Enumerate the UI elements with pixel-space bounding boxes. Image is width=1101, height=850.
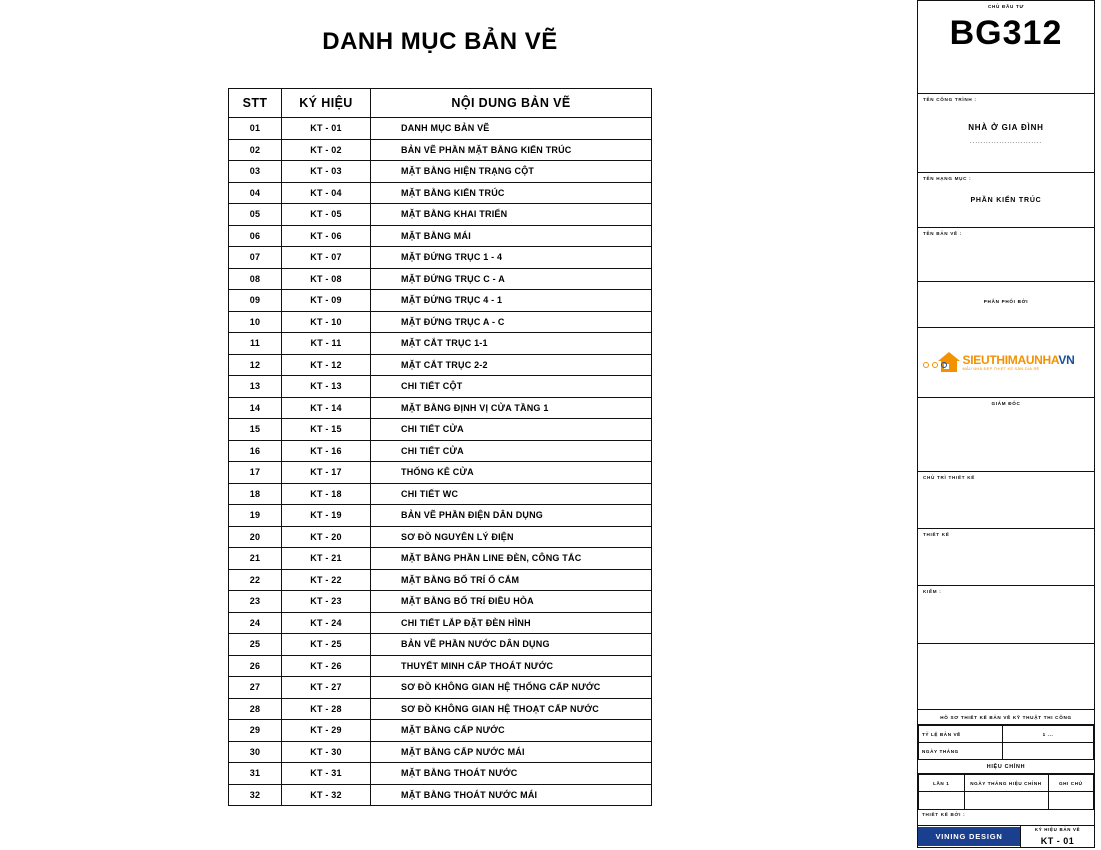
wheel-icon-3 xyxy=(941,362,947,368)
cell-symbol: KT - 30 xyxy=(282,741,371,763)
cell-stt: 19 xyxy=(229,505,282,527)
cell-symbol: KT - 22 xyxy=(282,569,371,591)
table-row xyxy=(229,354,652,376)
cell-symbol: KT - 10 xyxy=(282,311,371,333)
cell-description: CHI TIẾT LẮP ĐẶT ĐÈN HÌNH xyxy=(371,612,652,634)
cell-symbol: KT - 14 xyxy=(282,397,371,419)
table-row xyxy=(229,741,652,763)
item-name: PHẦN KIẾN TRÚC xyxy=(970,197,1042,204)
logo-subtitle: MẪU NHÀ ĐẸP THIẾT KẾ SÂN GIÁ RẺ xyxy=(962,365,1040,371)
checker-label: KIỂM : xyxy=(923,589,942,594)
cell-description: THUYẾT MINH CẤP THOÁT NƯỚC xyxy=(371,655,652,677)
cell-stt: 11 xyxy=(229,333,282,355)
cell-symbol: KT - 11 xyxy=(282,333,371,355)
revision-table xyxy=(918,774,1094,810)
designer-cell xyxy=(918,529,1094,586)
cell-stt: 06 xyxy=(229,225,282,247)
table-row xyxy=(229,462,652,484)
table-body xyxy=(229,118,652,806)
cell-stt: 22 xyxy=(229,569,282,591)
scale-row xyxy=(919,726,1094,743)
cell-symbol: KT - 06 xyxy=(282,225,371,247)
cell-symbol: KT - 26 xyxy=(282,655,371,677)
logo-wheels xyxy=(923,362,947,368)
table-row xyxy=(229,311,652,333)
table-row xyxy=(229,569,652,591)
cell-stt: 30 xyxy=(229,741,282,763)
cell-symbol: KT - 29 xyxy=(282,720,371,742)
cell-symbol: KT - 13 xyxy=(282,376,371,398)
revision-col-note: GHI CHÚ xyxy=(1048,775,1094,792)
table-header-row xyxy=(229,89,652,118)
cell-description: DANH MỤC BẢN VẼ xyxy=(371,118,652,140)
table-row xyxy=(229,720,652,742)
table-row xyxy=(229,612,652,634)
title-block xyxy=(917,0,1095,848)
cell-description: SƠ ĐỒ KHÔNG GIAN HỆ THỐNG CẤP NƯỚC xyxy=(371,677,652,699)
cell-description: SƠ ĐỒ NGUYÊN LÝ ĐIỆN xyxy=(371,526,652,548)
drawing-list-table xyxy=(228,88,652,806)
cell-stt: 14 xyxy=(229,397,282,419)
cell-description: MẶT CẮT TRỤC 1-1 xyxy=(371,333,652,355)
cell-stt: 27 xyxy=(229,677,282,699)
cell-stt: 08 xyxy=(229,268,282,290)
cell-symbol: KT - 02 xyxy=(282,139,371,161)
table-row xyxy=(229,591,652,613)
checker-cell xyxy=(918,586,1094,644)
cell-description: MẶT BẰNG CẤP NƯỚC xyxy=(371,720,652,742)
cell-symbol: KT - 24 xyxy=(282,612,371,634)
cell-stt: 28 xyxy=(229,698,282,720)
cell-description: MẶT BẰNG THOÁT NƯỚC xyxy=(371,763,652,785)
cell-description: MẶT ĐỨNG TRỤC 1 - 4 xyxy=(371,247,652,269)
cell-description: MẶT ĐỨNG TRỤC 4 - 1 xyxy=(371,290,652,312)
cell-stt: 16 xyxy=(229,440,282,462)
cell-symbol: KT - 28 xyxy=(282,698,371,720)
cell-symbol: KT - 19 xyxy=(282,505,371,527)
date-row xyxy=(919,743,1094,760)
table-row xyxy=(229,655,652,677)
cell-stt: 03 xyxy=(229,161,282,183)
cell-stt: 25 xyxy=(229,634,282,656)
revision-date-value xyxy=(964,792,1048,810)
profile-cell xyxy=(918,710,1094,725)
cell-description: MẶT BẰNG THOÁT NƯỚC MÁI xyxy=(371,784,652,806)
table-row xyxy=(229,376,652,398)
cell-symbol: KT - 01 xyxy=(282,118,371,140)
cell-symbol: KT - 12 xyxy=(282,354,371,376)
lead-designer-label: CHỦ TRÌ THIẾT KẾ xyxy=(923,475,976,480)
cell-stt: 29 xyxy=(229,720,282,742)
table-row xyxy=(229,182,652,204)
cell-stt: 07 xyxy=(229,247,282,269)
table-row xyxy=(229,440,652,462)
company-name: VINING DESIGN xyxy=(918,827,1020,846)
table-row xyxy=(229,290,652,312)
cell-description: CHI TIẾT CỘT xyxy=(371,376,652,398)
cell-symbol: KT - 17 xyxy=(282,462,371,484)
cell-description: SƠ ĐỒ KHÔNG GIAN HỆ THOẠT CẤP NƯỚC xyxy=(371,698,652,720)
revision-col-no: LẦN 1 xyxy=(919,775,965,792)
table-row xyxy=(229,548,652,570)
cell-symbol: KT - 05 xyxy=(282,204,371,226)
column-header-stt: STT xyxy=(229,89,282,118)
project-label: TÊN CÔNG TRÌNH : xyxy=(923,97,977,102)
table-row xyxy=(229,634,652,656)
date-label: NGÀY THÁNG xyxy=(919,743,1003,760)
sheet-code-label: KÝ HIỆU BẢN VẼ xyxy=(1034,827,1081,832)
table-row xyxy=(229,677,652,699)
cell-symbol: KT - 21 xyxy=(282,548,371,570)
revision-col-date: NGÀY THÁNG HIỆU CHỈNH xyxy=(964,775,1048,792)
cell-stt: 17 xyxy=(229,462,282,484)
profile-label: HỒ SƠ THIẾT KẾ BẢN VẼ KỸ THUẬT THI CÔNG xyxy=(940,715,1072,720)
table-row xyxy=(229,268,652,290)
cell-stt: 09 xyxy=(229,290,282,312)
table-row xyxy=(229,483,652,505)
cell-description: MẶT BẰNG PHẦN LINE ĐÈN, CÔNG TẮC xyxy=(371,548,652,570)
cell-description: CHI TIẾT CỬA xyxy=(371,419,652,441)
owner-cell xyxy=(918,1,1094,94)
distribution-label: PHÂN PHỐI BỞI xyxy=(983,299,1029,304)
table-row xyxy=(229,161,652,183)
cell-stt: 32 xyxy=(229,784,282,806)
distribution-cell xyxy=(918,282,1094,328)
revision-note-value xyxy=(1048,792,1094,810)
cell-symbol: KT - 25 xyxy=(282,634,371,656)
cell-symbol: KT - 18 xyxy=(282,483,371,505)
cell-description: MẶT ĐỨNG TRỤC A - C xyxy=(371,311,652,333)
cell-symbol: KT - 15 xyxy=(282,419,371,441)
table-row xyxy=(229,698,652,720)
item-cell xyxy=(918,173,1094,228)
cell-description: MẶT CẮT TRỤC 2-2 xyxy=(371,354,652,376)
sheet-code-value: KT - 01 xyxy=(1040,836,1075,846)
cell-description: MẶT BẰNG KHAI TRIỂN xyxy=(371,204,652,226)
sheet-code-cell xyxy=(1021,826,1094,847)
cell-description: MẶT ĐỨNG TRỤC C - A xyxy=(371,268,652,290)
cell-description: MẶT BẰNG BỐ TRÍ ĐIỀU HÒA xyxy=(371,591,652,613)
cell-description: MẶT BẰNG CẤP NƯỚC MÁI xyxy=(371,741,652,763)
cell-symbol: KT - 03 xyxy=(282,161,371,183)
cell-symbol: KT - 16 xyxy=(282,440,371,462)
column-header-description: NỘI DUNG BẢN VẼ xyxy=(371,89,652,118)
cell-stt: 24 xyxy=(229,612,282,634)
cell-description: MẶT BẰNG BỐ TRÍ Ổ CẮM xyxy=(371,569,652,591)
scale-value: 1 ... xyxy=(1003,726,1094,743)
cell-stt: 04 xyxy=(229,182,282,204)
company-code-table xyxy=(918,826,1094,847)
table-row xyxy=(229,139,652,161)
cell-stt: 18 xyxy=(229,483,282,505)
drawing-label: TÊN BẢN VẼ : xyxy=(923,231,963,236)
table-row xyxy=(229,763,652,785)
cell-symbol: KT - 20 xyxy=(282,526,371,548)
title-block-footer xyxy=(918,709,1094,847)
wheel-icon-2 xyxy=(932,362,938,368)
drawing-name-cell xyxy=(918,228,1094,282)
designed-by-cell xyxy=(918,810,1094,826)
owner-label: CHỦ ĐẦU TƯ xyxy=(987,4,1025,9)
cell-description: CHI TIẾT CỬA xyxy=(371,440,652,462)
cell-stt: 10 xyxy=(229,311,282,333)
wheel-icon-1 xyxy=(923,362,929,368)
cell-stt: 23 xyxy=(229,591,282,613)
cell-symbol: KT - 07 xyxy=(282,247,371,269)
cell-description: BẢN VẼ PHẦN NƯỚC DÂN DỤNG xyxy=(371,634,652,656)
cell-stt: 01 xyxy=(229,118,282,140)
company-code-row xyxy=(918,826,1094,847)
cell-description: MẶT BẰNG KIẾN TRÚC xyxy=(371,182,652,204)
project-dots: ........................... xyxy=(969,139,1042,145)
table-row xyxy=(229,784,652,806)
cell-symbol: KT - 09 xyxy=(282,290,371,312)
cell-description: MẶT BẰNG HIỆN TRẠNG CỘT xyxy=(371,161,652,183)
cell-description: CHI TIẾT WC xyxy=(371,483,652,505)
designed-by-label: THIẾT KẾ BỞI : xyxy=(922,812,966,817)
cell-symbol: KT - 27 xyxy=(282,677,371,699)
cell-stt: 31 xyxy=(229,763,282,785)
table-row xyxy=(229,247,652,269)
table-row xyxy=(229,204,652,226)
cell-stt: 05 xyxy=(229,204,282,226)
cell-symbol: KT - 23 xyxy=(282,591,371,613)
cell-stt: 02 xyxy=(229,139,282,161)
cell-symbol: KT - 04 xyxy=(282,182,371,204)
company-cell xyxy=(918,826,1021,847)
table-row xyxy=(229,118,652,140)
director-cell xyxy=(918,398,1094,472)
item-label: TÊN HẠNG MỤC : xyxy=(923,176,972,181)
table-row xyxy=(229,526,652,548)
cell-description: MẶT BẰNG ĐỊNH VỊ CỬA TẦNG 1 xyxy=(371,397,652,419)
table-header xyxy=(229,89,652,118)
designer-label: THIẾT KẾ xyxy=(923,532,950,537)
scale-label: TỶ LỆ BẢN VẼ xyxy=(919,726,1003,743)
logo-vn: VN xyxy=(1058,352,1075,367)
director-label: GIÁM ĐỐC xyxy=(991,401,1021,406)
cell-description: BẢN VẼ PHẦN ĐIỆN DÂN DỤNG xyxy=(371,505,652,527)
cell-description: THỐNG KÊ CỬA xyxy=(371,462,652,484)
revision-header xyxy=(918,760,1094,774)
revision-label: HIỆU CHỈNH xyxy=(986,764,1026,770)
table-row xyxy=(229,225,652,247)
project-name: NHÀ Ở GIA ĐÌNH xyxy=(968,123,1044,132)
scale-table xyxy=(918,725,1094,760)
cell-stt: 12 xyxy=(229,354,282,376)
table-row xyxy=(229,333,652,355)
cell-stt: 13 xyxy=(229,376,282,398)
cell-stt: 26 xyxy=(229,655,282,677)
cell-stt: 20 xyxy=(229,526,282,548)
date-value xyxy=(1003,743,1094,760)
table-row xyxy=(229,397,652,419)
cell-symbol: KT - 08 xyxy=(282,268,371,290)
cell-stt: 15 xyxy=(229,419,282,441)
revision-blank-row xyxy=(919,792,1094,810)
owner-code: BG312 xyxy=(949,14,1063,52)
revision-no-value xyxy=(919,792,965,810)
cell-description: MẶT BẰNG MÁI xyxy=(371,225,652,247)
column-header-symbol: KÝ HIỆU xyxy=(282,89,371,118)
table-row xyxy=(229,419,652,441)
revision-header-row xyxy=(919,775,1094,792)
page-title: DANH MỤC BẢN VẼ xyxy=(322,28,558,55)
table-row xyxy=(229,505,652,527)
cell-description: BẢN VẼ PHẦN MẶT BẰNG KIẾN TRÚC xyxy=(371,139,652,161)
lead-designer-cell xyxy=(918,472,1094,529)
logo-text: SIEUTHIMAUNHAVN xyxy=(962,352,1075,367)
project-cell xyxy=(918,94,1094,173)
cell-symbol: KT - 32 xyxy=(282,784,371,806)
brand-logo xyxy=(923,331,1089,394)
cell-symbol: KT - 31 xyxy=(282,763,371,785)
cell-stt: 21 xyxy=(229,548,282,570)
